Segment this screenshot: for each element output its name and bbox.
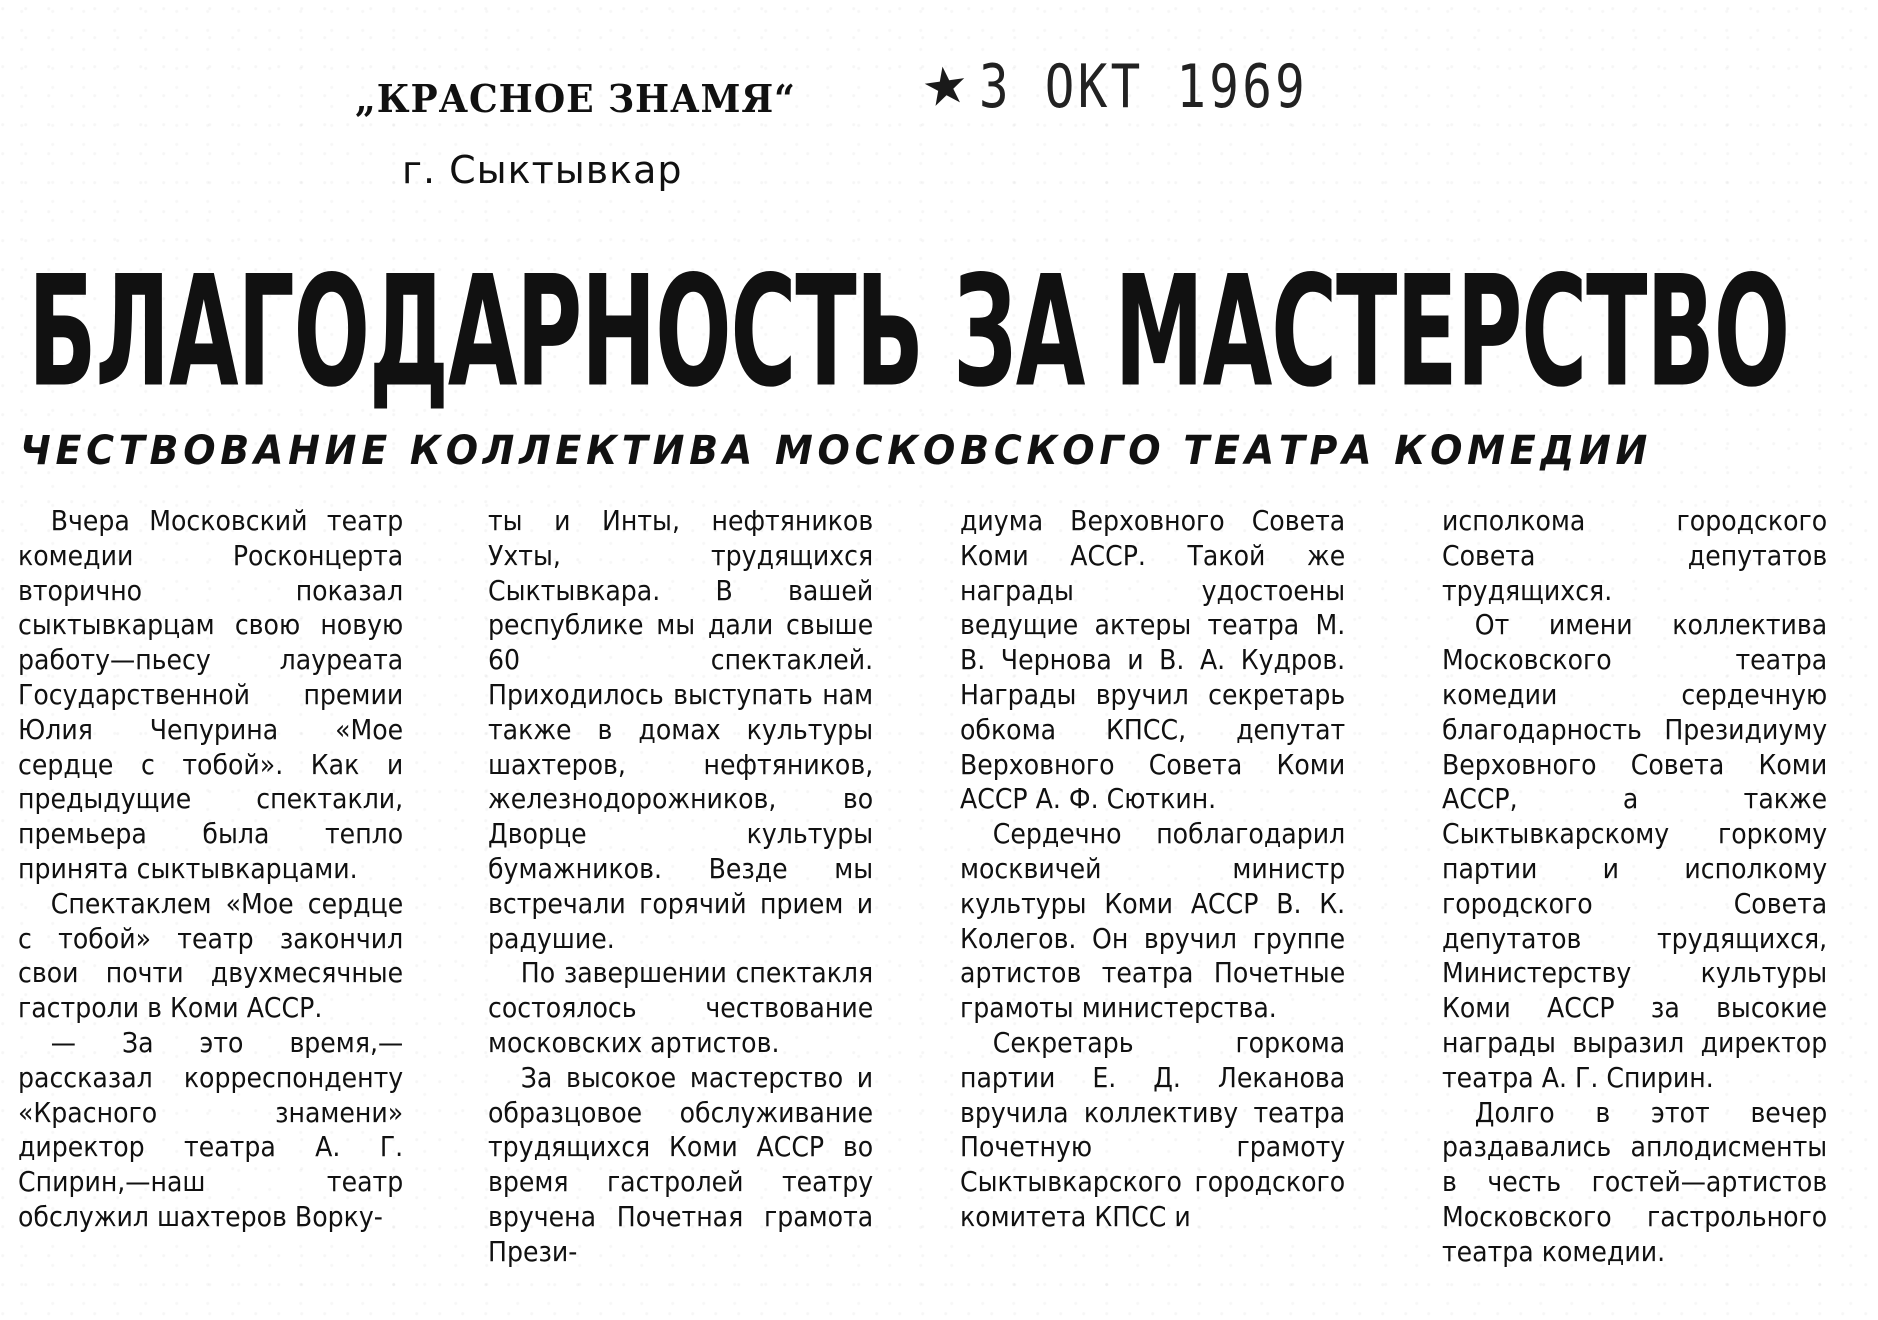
paragraph: От имени коллектива Московского театра комедии сердечную благодарность Президиуму Верховного Совета Коми АССР, а также Сыктывкарскому горкому партии и исполкому городского Совета депутатов трудящихся, Министерству культуры Коми АССР за высокие награды выразил директор театра А. Г. Спирин. [1442,608,1828,1094]
paragraph: Сердечно поблагодарил москвичей министр культуры Коми АССР В. К. Колегов. Он вручил группе артистов театра Почетные грамоты министерства. [960,817,1346,1025]
paragraph: — За это время,— рассказал корреспонденту «Красного знамени» директор театра А. Г. Спирин,—наш театр обслужил шахтеров Ворку- [18,1025,404,1233]
paragraph: За высокое мастерство и образцовое обслуживание трудящихся Коми АССР во время гастролей театру вручена Почетная грамота Прези- [488,1060,874,1268]
newspaper-name: „КРАСНОЕ ЗНАМЯ“ [355,76,796,121]
article-column-4 [1442,504,1827,1316]
paragraph: диума Верховного Совета Коми АССР. Такой же награды удостоены ведущие актеры театра М. В. Чернова и В. А. Кудров. Награды вручил секретарь обкома КПСС, депутат Верховного Совета Коми АССР А. Ф. Сюткин. [960,504,1346,816]
article-column-1 [18,504,403,1316]
newspaper-city: г. Сыктывкар [402,148,683,192]
paragraph: ты и Инты, нефтяников Ухты, трудящихся Сыктывкара. В вашей республике мы дали свыше 60 спектаклей. Приходилось выступать нам также в домах культуры шахтеров, нефтяников, железнодорожников, во Дворце культуры бумажников. Везде мы встречали горячий прием и радушие. [488,504,874,955]
paragraph: Секретарь горкома партии Е. Д. Леканова вручила коллективу театра Почетную грамоту Сыктывкарского городского комитета КПСС и [960,1025,1346,1233]
article-headline: БЛАГОДАРНОСТЬ ЗА МАСТЕРСТВО [28,243,1790,422]
paragraph: исполкома городского Совета депутатов трудящихся. [1442,504,1828,607]
paragraph: Спектаклем «Мое сердце с тобой» театр закончил свои почти двухмесячные гастроли в Коми АССР. [18,886,404,1025]
stamp-date: 3 ОКТ 1969 [978,52,1308,122]
article-column-2 [488,504,873,1316]
paragraph: По завершении спектакля состоялось чествование московских артистов. [488,956,874,1059]
paragraph: Вчера Московский театр комедии Росконцерта вторично показал сыктывкарцам свою новую работу—пьесу лауреата Государственной премии Юлия Чепурина «Мое сердце с тобой». Как и предыдущие спектакли, премьера была тепло принята сыктывкарцами. [18,504,404,885]
article-column-3 [960,504,1345,1316]
date-stamp [918,52,1380,122]
stamp-star-icon: ★ [918,54,973,120]
article-subheadline: ЧЕСТВОВАНИЕ КОЛЛЕКТИВА МОСКОВСКОГО ТЕАТРА КОМЕДИИ [20,428,1653,474]
paragraph: Долго в этот вечер раздавались аплодисменты в честь гостей—артистов Московского гастрольного театра комедии. [1442,1095,1828,1268]
